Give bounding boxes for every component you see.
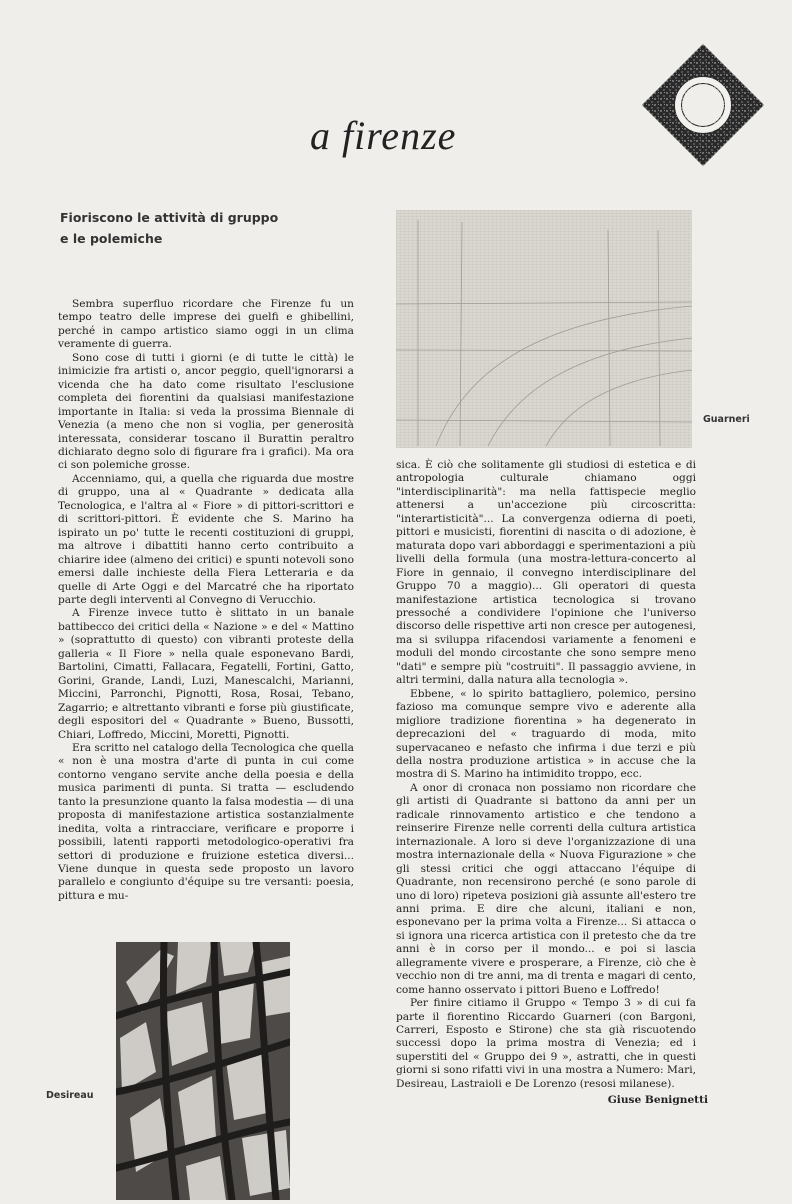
caption-desireau: Desireau [46, 1090, 94, 1101]
paragraph: Per finire citiamo il Gruppo « Tempo 3 » di cui fa parte il fiorentino Riccardo Guarneri (con Bargoni, Carreri, Esposto e Stirone) che sta già riscuotendo successi dopo la prima mostra di Venezia; ed i superstiti del « Gruppo dei 9 », astratti, che in questi giorni si sono rifatti vivi in una mostra a Numero: Mari, Desireau, Lastraioli e De Lorenzo (resosi milanese). [396, 997, 696, 1090]
logo-emblem [642, 44, 764, 166]
paragraph: A onor di cronaca non possiamo non ricordare che gli artisti di Quadrante si battono da anni per un radicale rinnovamento artistico e che tendono a reinserire Firenze nelle correnti della cultura artistica internazionale. A loro si deve l'organizzazione di una mostra internazionale della « Nuova Figurazione » che gli stessi critici che oggi attaccano l'équipe di Quadrante, non recensirono perché (e sono parole di uno di loro) ripeteva posizioni già assunte all'estero tre anni prima. E dire che alcuni, italiani e non, esponevano per la prima volta a Firenze... Si attacca o si ignora una ricerca artistica con il pretesto che da tre anni è in corso per il mondo... e poi si lascia allegramente vivere e prosperare, a Firenze, ciò che è vecchio non di tre anni, ma di trenta e magari di cento, come hanno osservato i pittori Bueno e Loffredo! [396, 781, 696, 996]
author-signature: Giuse Benignetti [607, 1094, 708, 1106]
article-column-1 [58, 298, 354, 903]
paragraph: A Firenze invece tutto è slittato in un banale battibecco dei critici della « Nazione » e del « Mattino » (soprattutto di questo) con vibranti proteste della galleria « Il Fiore » nella quale esponevano Bardi, Bartolini, Cimatti, Fallacara, Fegatelli, Fortini, Gatto, Gorini, Grande, Landi, Luzi, Manescalchi, Marianni, Miccini, Parronchi, Pignotti, Rosa, Rosai, Tebano, Zagarrio; e altrettanto vibranti e forse più giustificate, degli espositori del « Quadrante » Bueno, Bussotti, Chiari, Loffredo, Miccini, Moretti, Pignotti. [58, 607, 354, 741]
artwork-guarneri-image [396, 210, 692, 448]
artwork-desireau-image [116, 942, 290, 1200]
caption-guarneri: Guarneri [703, 414, 750, 425]
paragraph: Ebbene, « lo spirito battagliero, polemico, persino fazioso ma comunque sempre vivo e aderente alla migliore tradizione fiorentina » ha degenerato in deprecazioni del « traguardo di moda, mito supervacaneo e nefasto che infirma i due terzi e più della nostra produzione artistica » in accuse che la mostra di S. Marino ha intimidito troppo, ecc. [396, 687, 696, 781]
paragraph: Sono cose di tutti i giorni (e di tutte le città) le inimicizie fra artisti o, ancor peggio, quell'ignorarsi a vicenda che ha dato come risultato l'esclusione completa dei fiorentini da qualsiasi manifestazione importante in Italia: si veda la prossima Biennale di Venezia (a meno che non si voglia, per generosità interessata, considerar toscano il Burattin peraltro dichiarato degno solo di figurare fra i grafici). Ma ora ci son polemiche grosse. [58, 351, 354, 472]
paragraph: sica. È ciò che solitamente gli studiosi di estetica e di antropologia culturale chiamano oggi "interdisciplinarità": ma nella fattispecie meglio attenersi a un'accezione più circoscritta: "interartisticità"... La convergenza odierna di poeti, pittori e musicisti, fiorentini di nascita o di adozione, è maturata dopo vari abbordaggi e sperimentazioni a più livelli della formula (una mostra-lettura-concerto al Fiore in gennaio, il convegno interdisciplinare del Gruppo 70 a maggio)... Gli operatori di questa manifestazione artistica tecnologica si trovano pressoché a condividere l'opinione che l'universo discorso delle rispettive arti non cresce per autogenesi, ma si sviluppa rifacendosi variamente a fenomeni e moduli del mondo circostante che sono sempre meno "dati" e sempre più "costruiti". Il passaggio avviene, in altri termini, dalla natura alla tecnologia ». [396, 459, 696, 687]
subtitle-line-2: e le polemiche [60, 231, 163, 246]
sketch-lines [396, 210, 692, 448]
paragraph: Era scritto nel catalogo della Tecnologica che quella « non è una mostra d'arte di punta in cui come contorno vengano servite anche della poesia e della musica parimenti di punta. Si tratta — escludendo tanto la presunzione quanto la falsa modestia — di una proposta di manifestazione artistica sostanzialmente inedita, volta a rintracciare, verificare e proporre i possibili, latenti rapporti metodologico-operativi fra settori di produzione e fruizione estetica diversi... Viene dunque in questa sede proposto un lavoro parallelo e congiunto d'équipe su tre versanti: poesia, pittura e mu- [58, 741, 354, 902]
article-column-2 [396, 459, 696, 1091]
page-title: a firenze [310, 113, 457, 158]
paragraph: Accenniamo, qui, a quella che riguarda due mostre di gruppo, una al « Quadrante » dedicata alla Tecnologica, e l'altra al « Fiore » di pittori-scrittori e di scrittori-pittori. È evidente che S. Marino ha ispirato un po' tutte le recenti costituzioni di gruppi, ma altrove i dibattiti hanno certo contribuito a chiarire idee (almeno dei critici) e spunti notevoli sono emersi dalle inchieste della Fiera Letteraria e da quelle di Arte Oggi e del Marcatré che ha riportato parte degli interventi al Convegno di Verucchio. [58, 472, 354, 606]
subtitle-line-1: Fioriscono le attività di gruppo [60, 210, 279, 225]
abstract-shapes [116, 942, 290, 1200]
paragraph: Sembra superfluo ricordare che Firenze fu un tempo teatro delle imprese dei guelfi e ghibellini, perché in campo artistico siamo oggi in un clima veramente di guerra. [58, 298, 354, 351]
article-subtitle [60, 207, 320, 249]
